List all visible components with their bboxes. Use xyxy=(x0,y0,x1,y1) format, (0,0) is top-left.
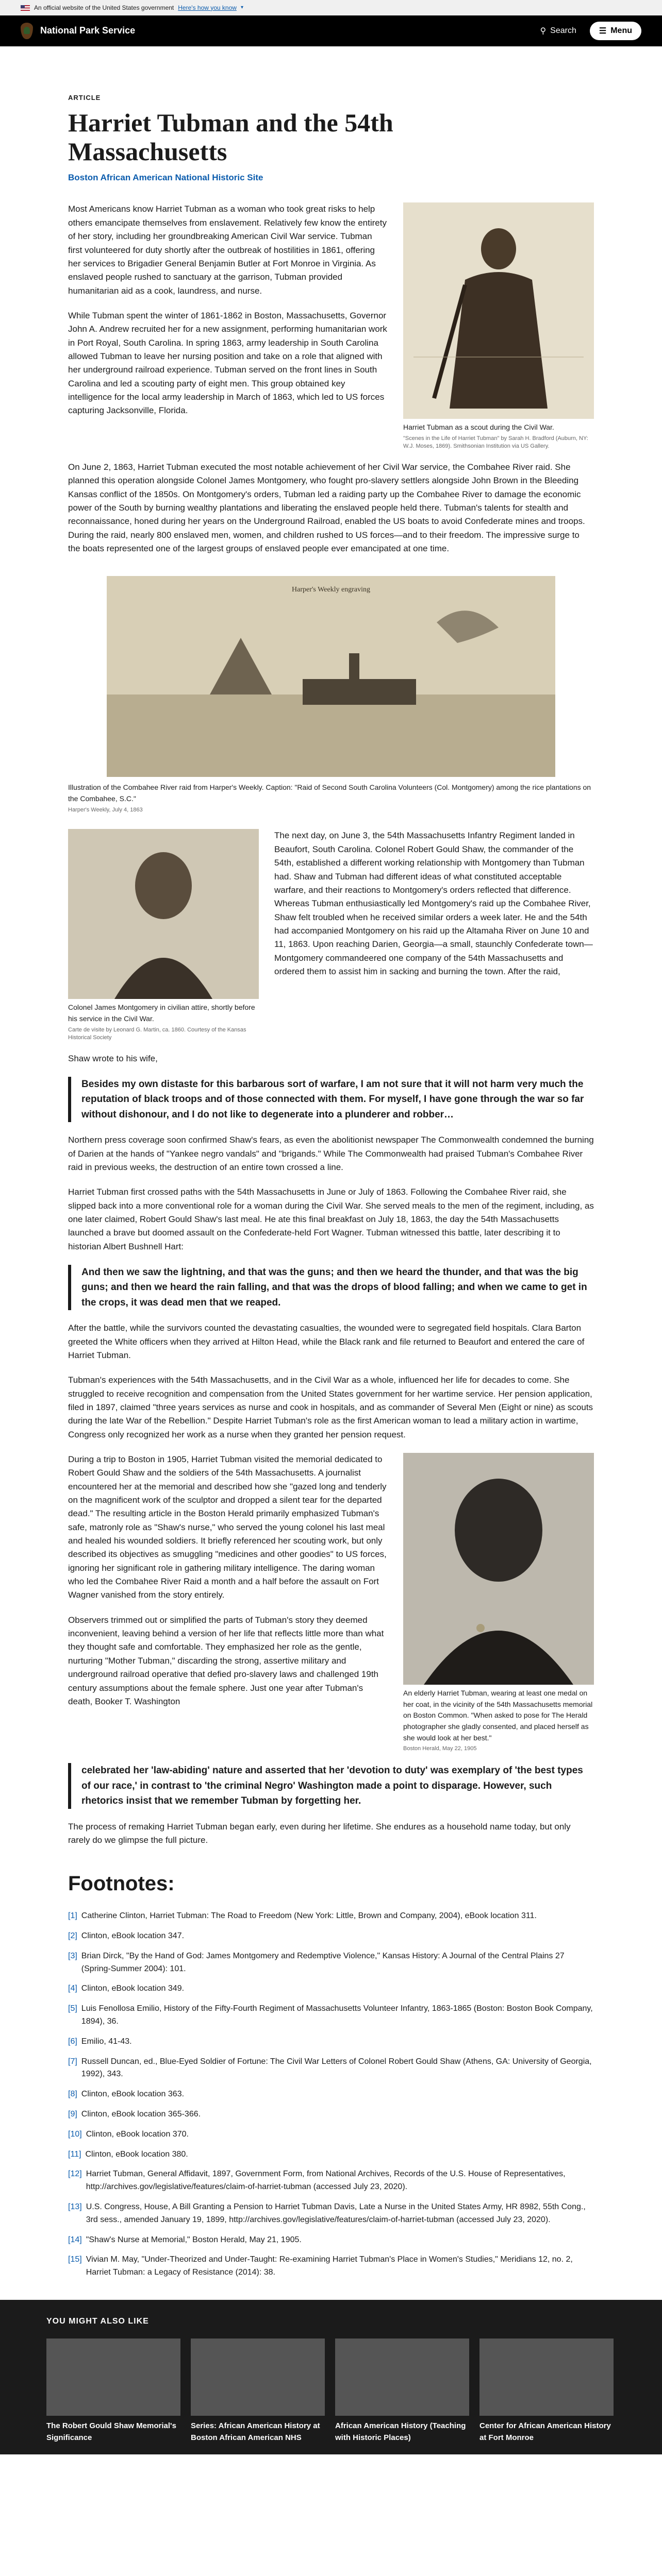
paragraph-10: During a trip to Boston in 1905, Harriet Tubman visited the memorial dedicated to Robert Gould Shaw and the soldiers of the 54th Massachusetts. A journalist encountered her at the memorial and described how she "gazed long and tenderly on the magnificent work of the sculptor and dropped a silent tear for the departed dead." The resulting article in the Boston Herald primarily emphasized Tubman's safe, matronly role as "Shaw's nurse," who served the young colonel his last meal and healed his wounded soldiers. It briefly referenced her scouting work, but only described its objectives as smuggling "medicines and other goodies" to US forces, ignoring her significant role in gathering military intelligence. The daring woman who led the Combahee River Raid a month and a half before the assault on Fort Wagner vanished from the story entirely. xyxy=(68,1454,387,1600)
footnotes-list xyxy=(68,1910,594,2279)
footnote-item xyxy=(68,2088,594,2101)
elderly-tubman-image[interactable] xyxy=(403,1453,594,1685)
footnote-backlink[interactable]: [6] xyxy=(68,2037,77,2046)
related-card[interactable] xyxy=(191,2338,325,2444)
footnote-text: Brian Dirck, "By the Hand of God: James Montgomery and Redemptive Violence," Kansas History: A Journal of the Central Plains 27 (Spring-Summer 2004): 101. xyxy=(81,1951,565,1973)
heres-how-you-know-link[interactable]: Here's how you know xyxy=(178,4,237,11)
footnote-text: Catherine Clinton, Harriet Tubman: The Road to Freedom (New York: Little, Brown and Company, 2004), eBook location 311. xyxy=(81,1911,537,1921)
paragraph-5: Shaw wrote to his wife, xyxy=(68,1053,158,1063)
footnote-backlink[interactable]: [9] xyxy=(68,2110,77,2119)
footnote-backlink[interactable]: [10] xyxy=(68,2129,82,2139)
menu-label: Menu xyxy=(610,26,632,35)
footnote-item xyxy=(68,2036,594,2048)
paragraph-7: Harriet Tubman first crossed paths with the 54th Massachusetts in June or July of 1863. Following the Combahee River raid, she slipped back into a more conventional role for a woman during the Civil War. She served meals to the men of the regiment, including, as one later claimed, Robert Gould Shaw's last meal. He ate this final breakfast on July 18, 1863, the day the 54th Massachusetts launched a brave but doomed assault on the Confederate-held Fort Wagner. Tubman witnessed this battle, later describing it to historian Albert Bushnell Hart: xyxy=(68,1187,594,1251)
related-card-title[interactable]: Series: African American History at Boston African American NHS xyxy=(191,2421,320,2443)
gov-banner-text: An official website of the United States government xyxy=(34,4,174,11)
tubman-engraving-drawing xyxy=(403,202,594,419)
related-card[interactable] xyxy=(46,2338,180,2444)
raid-image-label: Harper's Weekly engraving xyxy=(292,586,370,594)
raid-credit: Harper's Weekly, July 4, 1863 xyxy=(68,806,143,813)
quote-shaw: Besides my own distaste for this barbarous sort of warfare, I am not sure that it will not harm very much the reputation of black troops and of those connected with them. For myself, I have gone through the war so far without dishonour, and I do not like to degenerate into a plunderer and robber… xyxy=(68,1077,594,1122)
footnote-backlink[interactable]: [7] xyxy=(68,2057,77,2066)
footnote-item xyxy=(68,1982,594,1995)
footnote-text: Harriet Tubman, General Affidavit, 1897, Government Form, from National Archives, Records of the U.S. House of Representatives, http://archives.gov/legislative/features/claim-of-harriet-tubman (accessed July 23, 2020). xyxy=(86,2170,566,2192)
raid-engraving-drawing xyxy=(107,576,555,777)
montgomery-caption: Colonel James Montgomery in civilian attire, shortly before his service in the Civil War. xyxy=(68,1003,255,1023)
footnote-text: Russell Duncan, ed., Blue-Eyed Soldier of Fortune: The Civil War Letters of Colonel Robert Gould Shaw (Athens, GA: University of Georgia, 1992), 343. xyxy=(81,2057,592,2079)
combahee-raid-image[interactable] xyxy=(107,576,555,777)
footnote-text: Clinton, eBook location 363. xyxy=(81,2090,185,2099)
footnote-backlink[interactable]: [3] xyxy=(68,1951,77,1960)
montgomery-image[interactable] xyxy=(68,829,259,999)
related-content xyxy=(0,2300,662,2454)
quote-tubman: And then we saw the lightning, and that was the guns; and then we heard the thunder, and that was the big guns; and then we heard the rain falling, and that was the drops of blood falling; and when we came to get in the crops, it was dead men that we reaped. xyxy=(68,1265,594,1310)
related-card[interactable] xyxy=(479,2338,614,2444)
site-title[interactable]: National Park Service xyxy=(40,25,136,36)
article xyxy=(68,46,594,555)
paragraph-9: Tubman's experiences with the 54th Massachusetts, and in the Civil War as a whole, influenced her life for decades to come. She struggled to receive recognition and compensation from the United States government for her wartime service. Her pension application, filed in 1897, claimed "three years services as nurse and cook in hospitals, and as commander of Several Men (Eight or nine) as scouts during the late War of the Rebellion." Despite Harriet Tubman's role as the first American woman to lead a military action in wartime, Congress only recognized her work as a nurse when they granted her pension request. xyxy=(68,1375,593,1439)
footnote-backlink[interactable]: [13] xyxy=(68,2202,82,2212)
chevron-down-icon: ▾ xyxy=(240,5,243,11)
article-eyebrow: ARTICLE xyxy=(68,94,101,101)
footnote-item xyxy=(68,2056,594,2081)
footnote-item xyxy=(68,1950,594,1976)
elderly-credit: Boston Herald, May 22, 1905 xyxy=(403,1745,477,1752)
paragraph-11: Observers trimmed out or simplified the parts of Tubman's story they deemed inconvenient, leaving behind a version of her life that reflects little more than what they thought safe and comfortable. They emphasized her role as the gentle, nurturing "Mother Tubman," discarding the strong, assertive military and underground railroad operative that defied pro-slavery laws and challenged 19th century assumptions about the female sphere. Just one year after Tubman's death, Booker T. Washington xyxy=(68,1615,384,1706)
tubman-caption: Harriet Tubman as a scout during the Civil War. xyxy=(403,423,554,432)
footnote-text: Clinton, eBook location 347. xyxy=(81,1931,185,1941)
related-card-image xyxy=(46,2338,180,2416)
footnote-text: U.S. Congress, House, A Bill Granting a Pension to Harriet Tubman Davis, Late a Nurse in the United States Army, HR 8982, 55th Cong., 3rd sess., amended January 19, 1899, http://archives.gov/legislative/features/claim-of-harriet-tubman (accessed July 23, 2020). xyxy=(86,2202,586,2224)
footnote-item xyxy=(68,2003,594,2028)
related-card-image xyxy=(335,2338,469,2416)
footnote-item xyxy=(68,2108,594,2121)
footnote-backlink[interactable]: [15] xyxy=(68,2255,82,2264)
footnote-text: Clinton, eBook location 365-366. xyxy=(81,2110,201,2119)
tubman-scout-image[interactable] xyxy=(403,202,594,419)
search-label: Search xyxy=(550,26,576,35)
footnote-text: Clinton, eBook location 380. xyxy=(85,2149,188,2159)
nps-arrowhead-logo[interactable] xyxy=(21,23,33,39)
site-header xyxy=(0,15,662,46)
related-card-title[interactable]: The Robert Gould Shaw Memorial's Significance xyxy=(46,2421,176,2443)
footnote-backlink[interactable]: [4] xyxy=(68,1984,77,1993)
footnote-text: Clinton, eBook location 370. xyxy=(86,2129,189,2139)
paragraph-12: The process of remaking Harriet Tubman began early, even during her lifetime. She endures as a household name today, but only rarely do we glimpse the full picture. xyxy=(68,1821,571,1845)
search-icon: ⚲ xyxy=(540,27,547,36)
footnote-backlink[interactable]: [11] xyxy=(68,2149,81,2159)
tubman-credit: "Scenes in the Life of Harriet Tubman" by Sarah H. Bradford (Auburn, NY: W.J. Moses, 1869). Smithsonian Institution via US Gallery. xyxy=(403,435,588,450)
figure-combahee-raid xyxy=(107,576,555,777)
paragraph-1: Most Americans know Harriet Tubman as a woman who took great risks to help others emancipate themselves from enslavement. Relatively few know the entirety of her story, including her groundbreaking American Civil War service. Tubman first volunteered for duty shortly after the outbreak of hostilities in 1861, offering her services to Brigadier General Benjamin Butler at Fort Monroe in Virginia. As enslaved people rushed to sanctuary at the garrison, Tubman provided humanitarian aid as a cook, laundress, and nurse. xyxy=(68,204,387,296)
related-grid xyxy=(46,2338,616,2444)
related-card-image xyxy=(191,2338,325,2416)
related-card-title[interactable]: Center for African American History at Fort Monroe xyxy=(479,2421,611,2443)
footnote-item xyxy=(68,2148,594,2161)
footnote-backlink[interactable]: [12] xyxy=(68,2170,82,2179)
gov-banner xyxy=(0,0,662,15)
footnote-item xyxy=(68,2128,594,2141)
footnote-text: Emilio, 41-43. xyxy=(81,2037,132,2046)
footnote-item xyxy=(68,1910,594,1923)
search-button[interactable] xyxy=(537,25,579,37)
paragraph-6: Northern press coverage soon confirmed Shaw's fears, as even the abolitionist newspaper The Commonwealth condemned the burning of Darien at the hands of "Yankee negro vandals" and "brigands." While The Commonwealth had praised Tubman's Combahee River raid in previous weeks, the destruction of an entire town crossed a line. xyxy=(68,1135,594,1172)
article-continued xyxy=(68,829,594,2279)
paragraph-4: The next day, on June 3, the 54th Massachusetts Infantry Regiment landed in Beaufort, South Carolina. Colonel Robert Gould Shaw, the commander of the 54th, established a different working relationship with Montgomery than Tubman had. Shaw and Tubman had different ideas of what constituted acceptable warfare, and their reactions to Montgomery's orders reflected that difference. Whereas Tubman enthusiastically led Montgomery's raid up the Combahee River, Shaw felt troubled when he received similar orders a week later. He and the 54th had accompanied Montgomery on his raid up the Altamaha River on June 10 and 11, 1863. Upon reaching Darien, Georgia—a small, staunchly Confederate town—Montgomery commandeered one company of the 54th Massachusetts and ordered them to assist him in sacking and burning the town. After the raid, xyxy=(274,831,593,976)
related-card-image xyxy=(479,2338,614,2416)
menu-icon: ☰ xyxy=(599,27,607,36)
footnote-text: Clinton, eBook location 349. xyxy=(81,1984,185,1993)
footnote-backlink[interactable]: [8] xyxy=(68,2090,77,2099)
footnote-backlink[interactable]: [14] xyxy=(68,2235,82,2244)
figure-montgomery xyxy=(68,829,259,1041)
footnote-item xyxy=(68,2234,594,2247)
footnote-item xyxy=(68,2253,594,2279)
elderly-caption: An elderly Harriet Tubman, wearing at least one medal on her coat, in the vicinity of the 54th Massachusetts memorial on Boston Common. "When asked to pose for The Herald photographer she gladly consented, and placed herself as she would look at her best." xyxy=(403,1689,593,1742)
footnote-text: Vivian M. May, "Under-Theorized and Under-Taught: Re-examining Harriet Tubman's Place in Women's Studies," Meridians 12, no. 2, Harriet Tubman: a Legacy of Resistance (2014): 38. xyxy=(86,2255,573,2277)
paragraph-3: On June 2, 1863, Harriet Tubman executed the most notable achievement of her Civil War service, the Combahee River raid. She planned this operation alongside Colonel James Montgomery, who fought pro-slavery settlers alongside John Brown in the Bleeding Kansas conflict of the 1850s. On Montgomery's orders, Tubman led a raiding party up the Combahee River to damage the economic power of the South by burning wealthy plantations and liberating the enslaved people held there. Tubman's talents for stealth and reconnaissance, honed during her years on the Underground Railroad, enabled the US boats to avoid Confederate mines and troops. During the raid, nearly 800 enslaved men, women, and children rushed to US forces—and to their freedom. The impressive surge to the boats represented one of the largest groups of enslaved people ever emancipated at one time. xyxy=(68,462,585,553)
figure-tubman-scout xyxy=(403,202,594,450)
footnote-backlink[interactable]: [1] xyxy=(68,1911,77,1921)
footnote-item xyxy=(68,1930,594,1943)
paragraph-2: While Tubman spent the winter of 1861-1862 in Boston, Massachusetts, Governor John A. Andrew recruited her for a new assignment, performing humanitarian work in Port Royal, South Carolina. In spring 1863, army leadership in South Carolina allowed Tubman to leave her nursing position and take on a role that aligned with her underground railroad experience. Tubman served on the front lines in South Carolina and led a scouting party of eight men. This group obtained key intelligence for the local army leadership in March of 1863, which led to US forces capturing Jacksonville, Florida. xyxy=(68,310,387,416)
related-heading: YOU MIGHT ALSO LIKE xyxy=(46,2317,149,2326)
raid-caption-block xyxy=(68,782,594,814)
montgomery-portrait-drawing xyxy=(68,829,259,999)
park-link[interactable]: Boston African American National Historic Site xyxy=(68,173,263,183)
related-card[interactable] xyxy=(335,2338,469,2444)
menu-button[interactable] xyxy=(590,22,641,40)
footnote-backlink[interactable]: [2] xyxy=(68,1931,77,1941)
related-card-title[interactable]: African American History (Teaching with Historic Places) xyxy=(335,2421,466,2443)
footnote-item xyxy=(68,2168,594,2194)
footnote-backlink[interactable]: [5] xyxy=(68,2004,77,2013)
footnotes-heading: Footnotes: xyxy=(68,1872,175,1895)
page-title: Harriet Tubman and the 54th Massachusetts xyxy=(68,108,393,166)
paragraph-8: After the battle, while the survivors counted the devastating casualties, the wounded were to segregated field hospitals. Clara Barton greeted the White officers when they arrived at Hilton Head, while the Black rank and file returned to Beaufort and entered the care of Harriet Tubman. xyxy=(68,1323,585,1360)
quote-washington: celebrated her 'law-abiding' nature and asserted that her 'devotion to duty' was exemplary of 'the best types of our race,' in contrast to 'the criminal Negro' Washington made a point to disparage. However, such rhetorics insist that we remember Tubman by forgetting her. xyxy=(68,1763,594,1808)
elderly-tubman-photo-drawing xyxy=(403,1453,594,1685)
raid-caption: Illustration of the Combahee River raid from Harper's Weekly. Caption: "Raid of Second South Carolina Volunteers (Col. Montgomery) among the rice plantations on the Combahee, S.C." xyxy=(68,783,591,803)
footnote-item xyxy=(68,2201,594,2227)
footnote-text: Luis Fenollosa Emilio, History of the Fifty-Fourth Regiment of Massachusetts Volunteer Infantry, 1863-1865 (Boston: Boston Book Company, 1894), 36. xyxy=(81,2004,593,2026)
figure-elderly-tubman xyxy=(403,1453,594,1753)
montgomery-credit: Carte de visite by Leonard G. Martin, ca. 1860. Courtesy of the Kansas Historical Society xyxy=(68,1026,246,1041)
us-flag-icon xyxy=(21,5,30,11)
footnote-text: "Shaw's Nurse at Memorial," Boston Herald, May 21, 1905. xyxy=(86,2235,302,2244)
